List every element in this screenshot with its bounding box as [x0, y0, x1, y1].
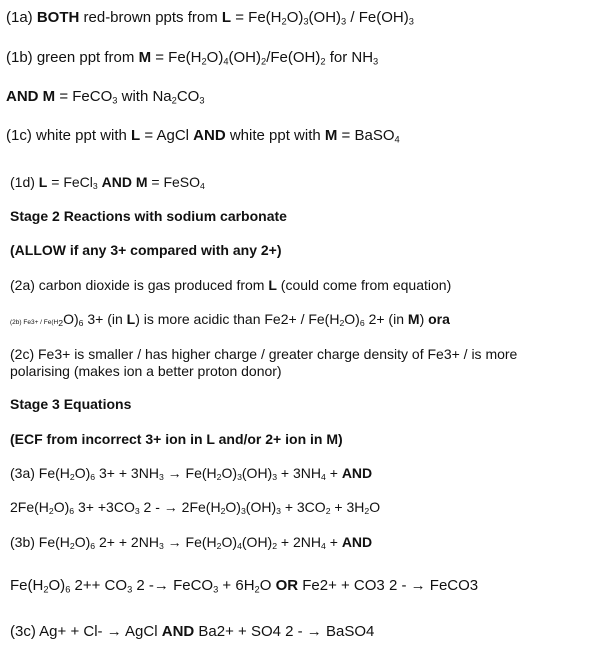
heading-stage-3: Stage 3 Equations	[10, 396, 132, 412]
line-1a: (1a) BOTH red-brown ppts from $L = Fe(H_2O)_3(OH)_3 / Fe(OH)_3$	[6, 9, 414, 27]
line-1d: (1d) L = FeCl$_3$ AND M = FeSO$_4$	[10, 174, 205, 192]
heading-stage-2: Stage 2 Reactions with sodium carbonate	[10, 208, 287, 224]
line-1b: (1b) green ppt from $M = Fe(H_2O)_4(OH)_2/Fe(OH)_2$ for $NH_3$	[6, 49, 379, 67]
allow-note: (ALLOW if any 3+ compared with any 2+)	[10, 242, 282, 258]
ecf-note: (ECF from incorrect 3+ ion in L and/or 2+ ion in M)	[10, 431, 343, 447]
line-3c: (3c) Ag+ + Cl- → AgCl AND Ba2+ + SO4 2 - → BaSO4	[10, 623, 375, 640]
line-2c: (2c) Fe3+ is smaller / has higher charge / greater charge density of Fe3+ / is more polarising (makes ion a better proton donor)	[10, 346, 518, 379]
line-3b: (3b) $Fe(H_2O)_6$ $2+ + 2NH_3 \to Fe(H_2O)_4(OH)_2 + 2NH_4$ + AND	[10, 534, 373, 552]
line-1b-cont: AND M = FeCO$_3$ with $Na_2CO_3$	[6, 88, 205, 106]
line-3b-cont: $Fe(H_2O)_6$ $2++ CO_3$ 2 -→ FeCO$_3$ + $6H_2O$ OR Fe2+ + CO3 2 - → FeCO3	[10, 577, 479, 595]
line-2b: (2b) $Fe3+ / Fe(H_2O)_6$ 3+ (in L) is more acidic than $Fe2+ / Fe(H_2O)_6$ 2+ (in M) ora	[10, 311, 450, 329]
line-3a-cont: $2Fe(H_2O)_6$ $3+ +3CO_3$ 2 - → $2Fe(H_2O)_3(OH)_3 + 3CO_2 + 3H_2O$	[10, 499, 381, 517]
line-1c: (1c) white ppt with L = AgCl AND white ppt with M = BaSO$_4$	[6, 127, 400, 145]
line-2a: (2a) carbon dioxide is gas produced from L (could come from equation)	[10, 277, 452, 293]
line-3a: (3a) $Fe(H_2O)_6$ $3+ + 3NH_3 \to Fe(H_2O)_3(OH)_3 + 3NH_4$ + AND	[10, 465, 373, 483]
